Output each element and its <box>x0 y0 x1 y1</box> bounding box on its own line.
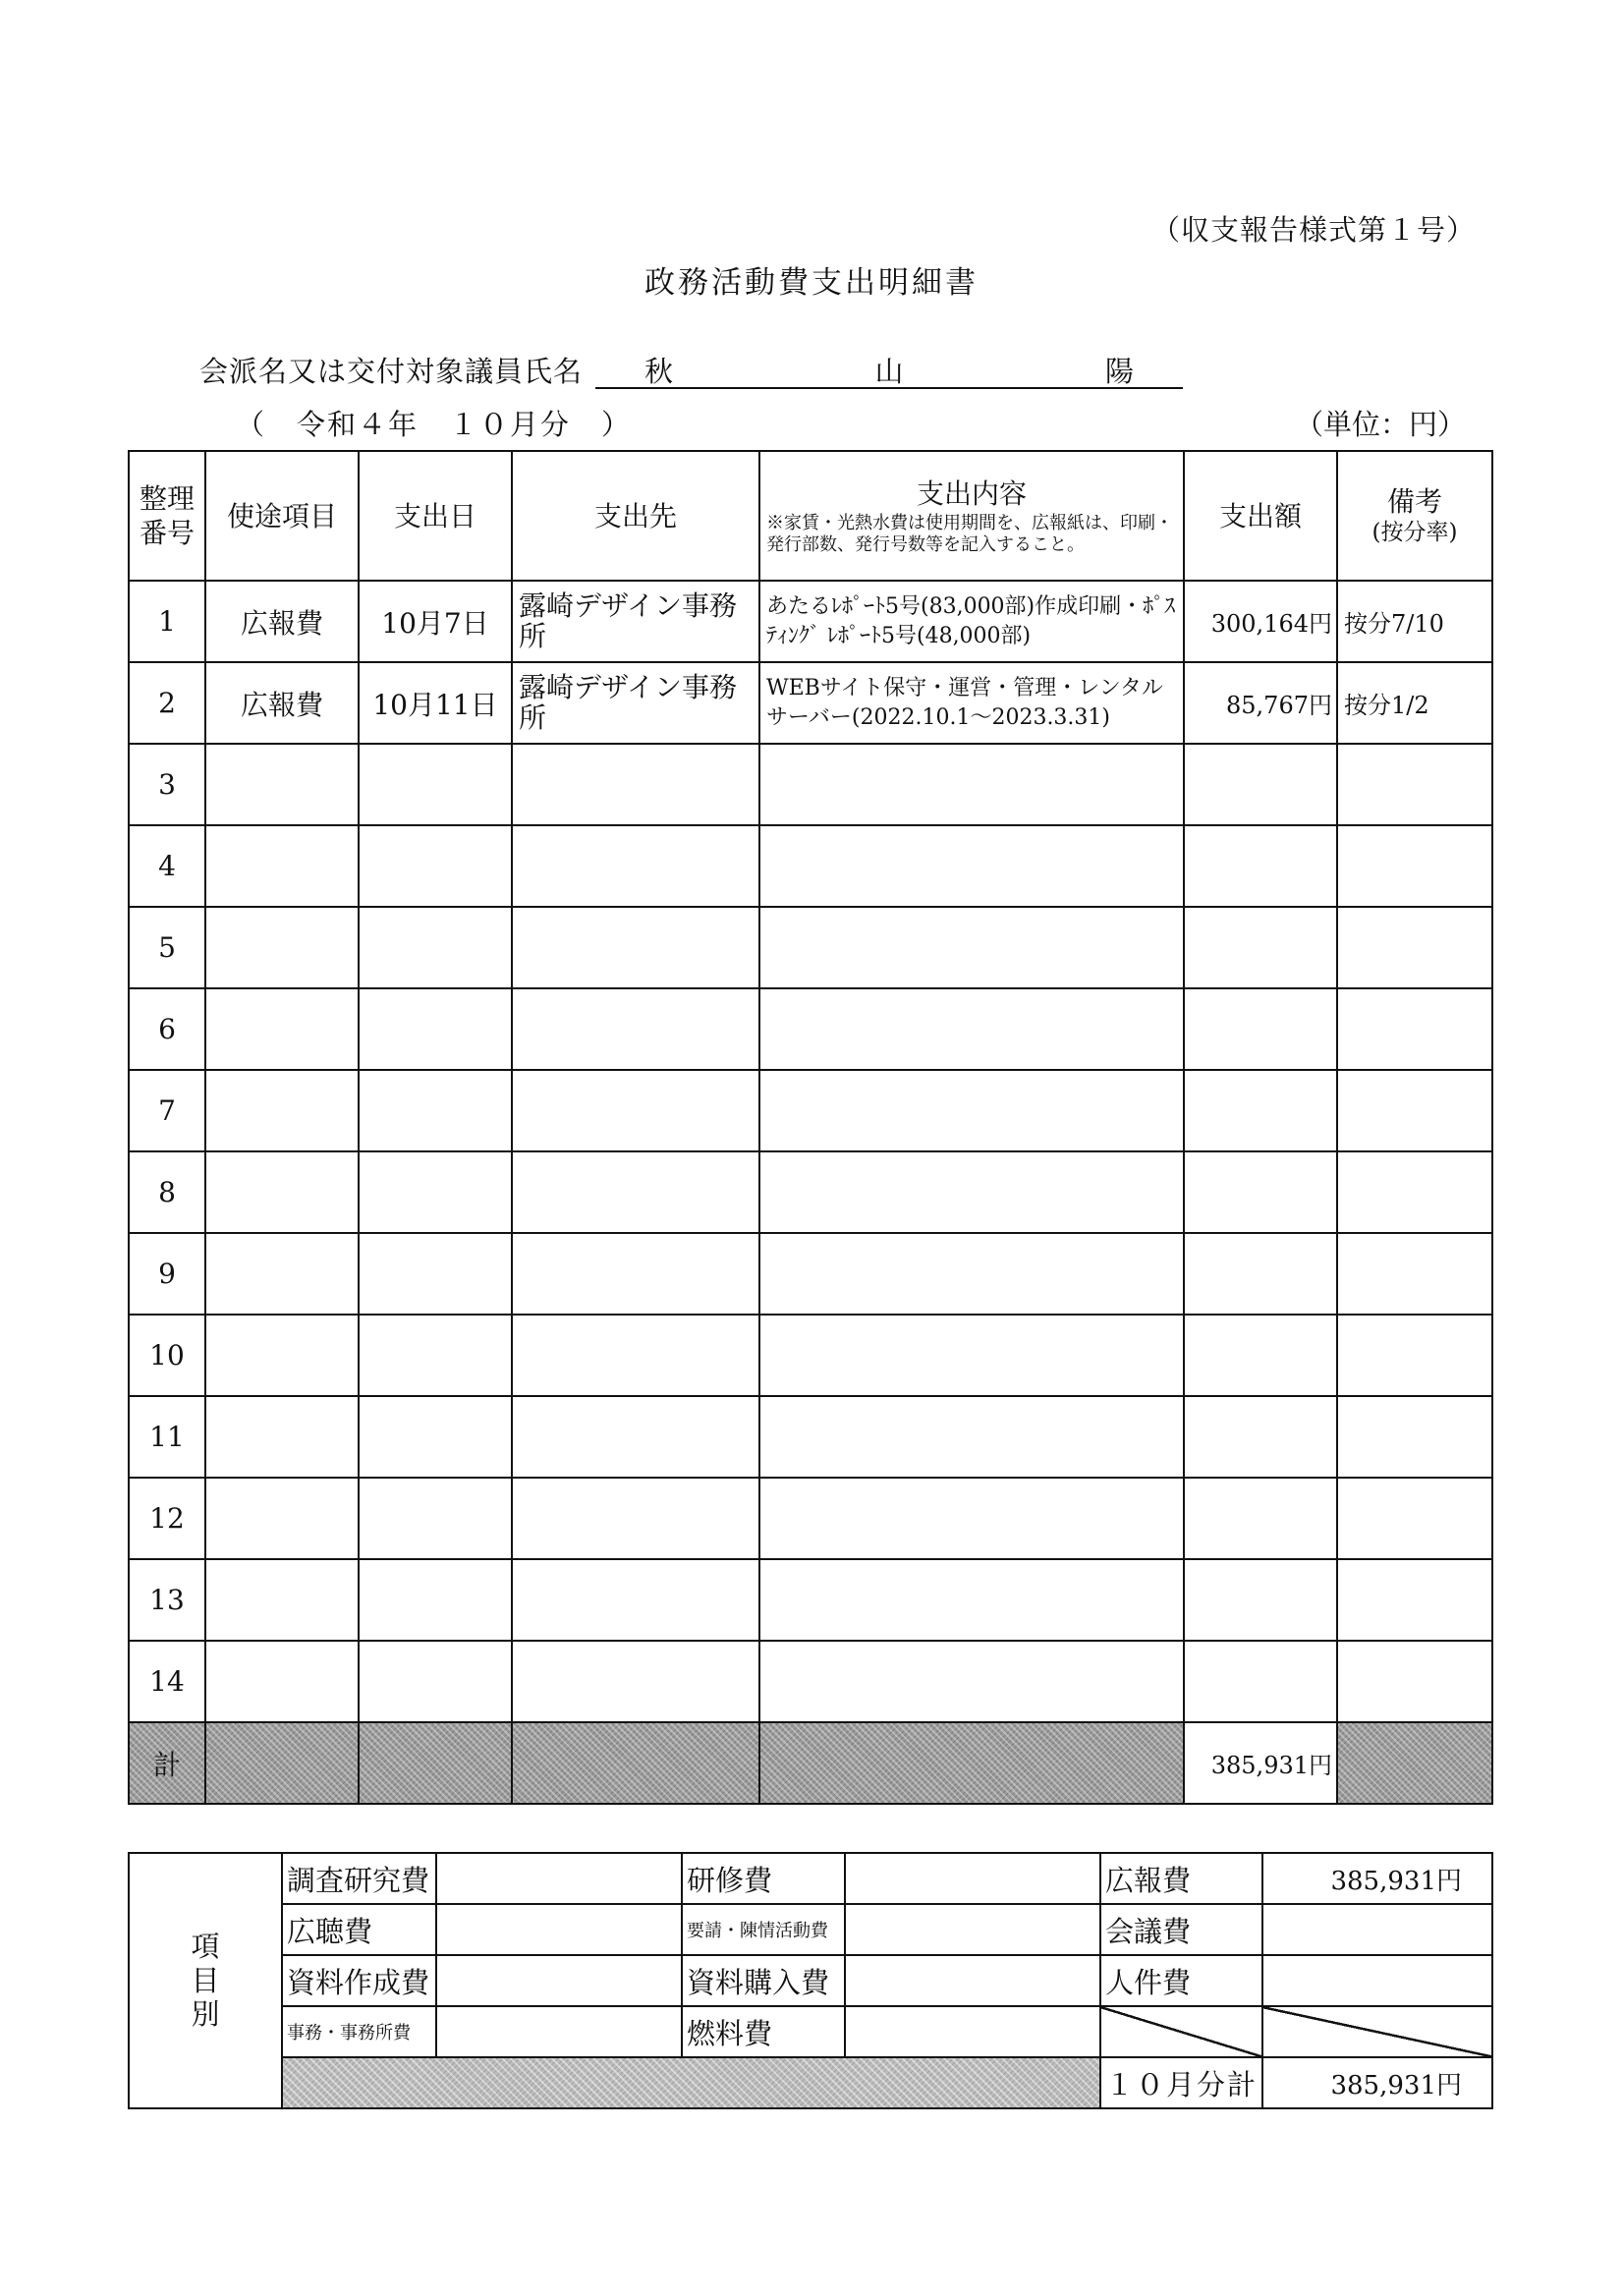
row-date: 10月11日 <box>359 662 512 744</box>
summary-label: 事務・事務所費 <box>282 2006 436 2057</box>
row-payee <box>512 744 759 825</box>
row-date <box>359 907 512 988</box>
row-content: あたるﾚﾎﾟｰﾄ5号(83,000部)作成印刷・ﾎﾟｽﾃｨﾝｸﾞ ﾚﾎﾟｰﾄ5号(48,000部) <box>759 581 1184 662</box>
row-amount <box>1184 1559 1337 1641</box>
row-date <box>359 1315 512 1396</box>
table-row <box>129 1396 1492 1478</box>
summary-label: 会議費 <box>1100 1904 1262 1955</box>
row-date <box>359 825 512 907</box>
summary-label: 燃料費 <box>682 2006 845 2057</box>
row-remarks <box>1337 988 1492 1070</box>
row-payee <box>512 825 759 907</box>
header-no: 整理 番号 <box>129 451 205 581</box>
row-amount <box>1184 1233 1337 1315</box>
row-remarks: 按分7/10 <box>1337 581 1492 662</box>
total-label: 計 <box>129 1722 205 1804</box>
row-content <box>759 744 1184 825</box>
row-payee <box>512 1315 759 1396</box>
row-no: 1 <box>129 581 205 662</box>
header-date: 支出日 <box>359 451 512 581</box>
summary-label: 調査研究費 <box>282 1853 436 1904</box>
row-content <box>759 1478 1184 1559</box>
header-payee: 支出先 <box>512 451 759 581</box>
month-total-label: １０月分計 <box>1100 2057 1262 2108</box>
unit-label: （単位：円） <box>1294 408 1466 441</box>
expenditure-table <box>128 450 1493 1805</box>
row-content <box>759 907 1184 988</box>
row-item <box>205 907 359 988</box>
row-remarks <box>1337 907 1492 988</box>
row-item <box>205 744 359 825</box>
table-row <box>129 988 1492 1070</box>
row-payee: 露崎デザイン事務所 <box>512 662 759 744</box>
member-name-char: 山 <box>874 355 904 388</box>
row-payee <box>512 907 759 988</box>
summary-row <box>129 1955 1492 2006</box>
row-item <box>205 1151 359 1233</box>
table-row <box>129 1070 1492 1151</box>
header-content-note: ※家賃・光熱水費は使用期間を、広報紙は、印刷・発行部数、発行号数等を記入すること。 <box>766 512 1173 555</box>
row-date <box>359 988 512 1070</box>
row-item: 広報費 <box>205 581 359 662</box>
row-item <box>205 1396 359 1478</box>
row-date <box>359 1233 512 1315</box>
summary-label: 研修費 <box>682 1853 845 1904</box>
summary-value <box>436 2006 682 2057</box>
row-content <box>759 1315 1184 1396</box>
row-no: 9 <box>129 1233 205 1315</box>
row-date <box>359 1151 512 1233</box>
row-remarks <box>1337 1233 1492 1315</box>
header-remarks-sub: (按分率) <box>1371 520 1458 546</box>
shaded-cell <box>1337 1722 1492 1804</box>
row-remarks <box>1337 1396 1492 1478</box>
row-payee <box>512 988 759 1070</box>
row-payee <box>512 1396 759 1478</box>
summary-value <box>845 1853 1100 1904</box>
document-title: 政務活動費支出明細書 <box>644 265 979 301</box>
row-no: 8 <box>129 1151 205 1233</box>
row-amount <box>1184 1478 1337 1559</box>
row-content <box>759 1151 1184 1233</box>
row-no: 2 <box>129 662 205 744</box>
summary-row <box>129 2006 1492 2057</box>
category-summary-table <box>128 1852 1493 2109</box>
row-content <box>759 1559 1184 1641</box>
crossed-out-cell <box>1262 2006 1492 2057</box>
row-remarks <box>1337 1478 1492 1559</box>
row-content <box>759 1641 1184 1722</box>
form-code: （収支報告様式第１号） <box>1150 213 1476 247</box>
summary-value <box>1262 1955 1492 2006</box>
row-amount <box>1184 1070 1337 1151</box>
row-item: 広報費 <box>205 662 359 744</box>
table-row <box>129 1151 1492 1233</box>
row-content <box>759 825 1184 907</box>
row-amount <box>1184 1315 1337 1396</box>
row-date <box>359 1396 512 1478</box>
header-item: 使途項目 <box>205 451 359 581</box>
row-date <box>359 1559 512 1641</box>
row-date: 10月7日 <box>359 581 512 662</box>
table-row <box>129 662 1492 744</box>
row-no: 6 <box>129 988 205 1070</box>
month-total-value: 385,931円 <box>1262 2057 1492 2108</box>
total-row <box>129 1722 1492 1804</box>
row-amount <box>1184 744 1337 825</box>
table-row <box>129 581 1492 662</box>
summary-value <box>436 1904 682 1955</box>
table-row <box>129 1478 1492 1559</box>
row-amount <box>1184 1151 1337 1233</box>
summary-label: 資料購入費 <box>682 1955 845 2006</box>
table-row <box>129 744 1492 825</box>
row-payee <box>512 1070 759 1151</box>
row-content <box>759 1396 1184 1478</box>
row-amount <box>1184 1396 1337 1478</box>
row-remarks: 按分1/2 <box>1337 662 1492 744</box>
table-row <box>129 907 1492 988</box>
row-no: 5 <box>129 907 205 988</box>
row-date <box>359 1641 512 1722</box>
table-row <box>129 1233 1492 1315</box>
header-remarks <box>1337 451 1492 581</box>
shaded-cell <box>759 1722 1184 1804</box>
summary-row <box>129 1853 1492 1904</box>
row-remarks <box>1337 744 1492 825</box>
summary-value: 385,931円 <box>1262 1853 1492 1904</box>
summary-value <box>845 1904 1100 1955</box>
row-content: WEBサイト保守・運営・管理・レンタルサーバー(2022.10.1～2023.3.31) <box>759 662 1184 744</box>
row-no: 14 <box>129 1641 205 1722</box>
row-content <box>759 988 1184 1070</box>
summary-total-row <box>129 2057 1492 2108</box>
row-no: 7 <box>129 1070 205 1151</box>
crossed-out-cell <box>1100 2006 1262 2057</box>
row-item <box>205 825 359 907</box>
summary-row <box>129 1904 1492 1955</box>
summary-label: 広報費 <box>1100 1853 1262 1904</box>
row-content <box>759 1233 1184 1315</box>
row-date <box>359 744 512 825</box>
summary-label: 広聴費 <box>282 1904 436 1955</box>
table-header-row <box>129 451 1492 581</box>
summary-label: 要請・陳情活動費 <box>682 1904 845 1955</box>
summary-value <box>845 2006 1100 2057</box>
row-remarks <box>1337 1151 1492 1233</box>
row-amount <box>1184 907 1337 988</box>
summary-value <box>845 1955 1100 2006</box>
header-remarks-title: 備考 <box>1386 485 1442 519</box>
row-payee <box>512 1641 759 1722</box>
total-amount: 385,931円 <box>1184 1722 1337 1804</box>
row-item <box>205 1559 359 1641</box>
member-name-char: 秋 <box>644 355 674 388</box>
row-remarks <box>1337 1070 1492 1151</box>
shaded-cell <box>205 1722 359 1804</box>
table-row <box>129 825 1492 907</box>
row-remarks <box>1337 1641 1492 1722</box>
summary-label: 人件費 <box>1100 1955 1262 2006</box>
summary-label: 資料作成費 <box>282 1955 436 2006</box>
row-amount <box>1184 1641 1337 1722</box>
member-name-label: 会派名又は交付対象議員氏名 <box>199 355 584 388</box>
row-no: 10 <box>129 1315 205 1396</box>
row-date <box>359 1478 512 1559</box>
member-name <box>595 350 1183 389</box>
header-content <box>759 451 1184 581</box>
row-remarks <box>1337 825 1492 907</box>
row-item <box>205 1641 359 1722</box>
row-item <box>205 1478 359 1559</box>
summary-value <box>436 1853 682 1904</box>
row-no: 4 <box>129 825 205 907</box>
row-no: 11 <box>129 1396 205 1478</box>
row-amount <box>1184 825 1337 907</box>
member-name-char: 陽 <box>1104 355 1134 388</box>
shaded-cell <box>359 1722 512 1804</box>
row-payee <box>512 1151 759 1233</box>
row-content <box>759 1070 1184 1151</box>
row-payee <box>512 1559 759 1641</box>
row-item <box>205 1233 359 1315</box>
row-item <box>205 1315 359 1396</box>
category-side-label: 項 目 別 <box>129 1853 282 2108</box>
header-content-title: 支出内容 <box>916 476 1027 510</box>
table-row <box>129 1559 1492 1641</box>
row-amount: 85,767円 <box>1184 662 1337 744</box>
summary-value <box>436 1955 682 2006</box>
table-row <box>129 1315 1492 1396</box>
row-amount <box>1184 988 1337 1070</box>
summary-value <box>1262 1904 1492 1955</box>
row-amount: 300,164円 <box>1184 581 1337 662</box>
row-date <box>359 1070 512 1151</box>
row-no: 12 <box>129 1478 205 1559</box>
row-remarks <box>1337 1315 1492 1396</box>
row-payee <box>512 1478 759 1559</box>
row-no: 3 <box>129 744 205 825</box>
row-item <box>205 1070 359 1151</box>
reporting-period: （ 令和４年 １０月分 ） <box>236 408 633 441</box>
row-item <box>205 988 359 1070</box>
row-no: 13 <box>129 1559 205 1641</box>
header-amount: 支出額 <box>1184 451 1337 581</box>
row-remarks <box>1337 1559 1492 1641</box>
row-payee: 露崎デザイン事務所 <box>512 581 759 662</box>
row-payee <box>512 1233 759 1315</box>
shaded-cell <box>512 1722 759 1804</box>
shaded-cell <box>282 2057 1100 2108</box>
table-row <box>129 1641 1492 1722</box>
